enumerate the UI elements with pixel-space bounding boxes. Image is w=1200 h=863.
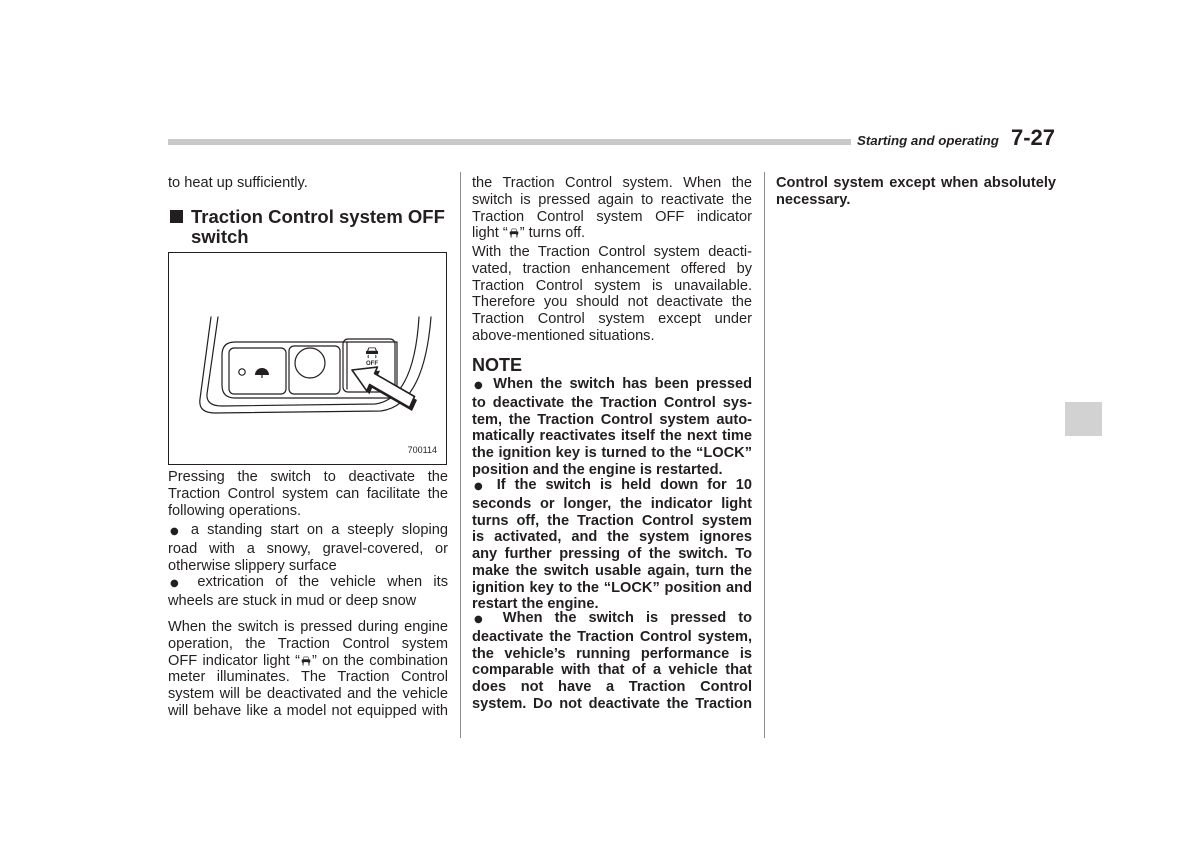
text-line: otherwise slippery surface (168, 557, 337, 574)
paragraph-continuation (168, 175, 448, 192)
text-line (168, 574, 448, 593)
paragraph (472, 244, 752, 345)
text-run: extrication of the vehicle when its (197, 574, 449, 590)
heading-line: Traction Control system OFF (191, 206, 445, 227)
text-line: Control system except when absolutely (776, 175, 1056, 191)
header-rule (168, 139, 851, 145)
text-line: restart the engine. (472, 596, 599, 613)
text-line: any further pressing of the switch. To (472, 546, 752, 562)
text-run: When the switch is pressed to (502, 610, 753, 626)
text-line: matically reactivates itself the next time (472, 428, 752, 445)
traction-control-off-indicator-icon (508, 226, 520, 238)
paragraph (168, 469, 448, 519)
square-bullet-icon (170, 210, 183, 223)
note-title: NOTE (472, 355, 523, 375)
text-line: road with a snowy, gravel-covered, or (168, 540, 448, 557)
text-line (472, 376, 752, 395)
column-divider-right (764, 172, 765, 738)
text-line: system will be deactivated and the vehicle (168, 686, 448, 702)
text-line: to deactivate the Traction Control sys- (472, 394, 752, 411)
figure-code: 700114 (407, 445, 437, 455)
column-divider-left (460, 172, 461, 738)
text-line: tem, the Traction Control system auto- (472, 411, 752, 428)
text-line: When the switch is pressed during engine (168, 619, 448, 635)
note-continuation (776, 175, 1056, 209)
indicator-dot (239, 369, 245, 375)
text-line: will behave like a model not equipped with (168, 702, 448, 719)
switch-panel-illustration (169, 253, 446, 464)
note-item (472, 477, 752, 613)
wiper-icon (255, 368, 269, 375)
page-number: 7-27 (1011, 125, 1056, 150)
paragraph-continuation (472, 175, 752, 242)
text-line: deactivate the Traction Control system, (472, 628, 752, 645)
text-run: OFF indicator light “ (168, 652, 300, 669)
text-line: Traction Control system is unavailable. (472, 277, 752, 294)
text-line: to heat up sufficiently. (168, 175, 308, 191)
note-item (472, 376, 752, 479)
text-run: ” turns off. (519, 225, 586, 242)
figure (168, 252, 447, 465)
text-line (168, 522, 448, 541)
text-run: If the switch is held down for 10 (496, 477, 752, 493)
text-run: When the switch has been pressed (493, 376, 753, 392)
text-line: seconds or longer, the indicator light (472, 495, 752, 512)
text-line (168, 653, 448, 670)
text-line: Pressing the switch to deactivate the (168, 469, 448, 485)
section-thumb-tab (1065, 402, 1102, 436)
text-line: make the switch usable again, turn the (472, 562, 752, 579)
text-line: wheels are stuck in mud or deep snow (168, 592, 417, 609)
text-line: vated, traction enhancement offered by (472, 260, 752, 277)
bullet-mark: ● (474, 614, 491, 625)
text-line: system. Do not deactivate the Traction (472, 695, 752, 712)
text-line: Traction Control system OFF indicator (472, 208, 752, 225)
bullet-mark: ● (170, 526, 183, 537)
blank-button-ring (295, 348, 325, 378)
text-line: above-mentioned situations. (472, 327, 655, 344)
text-line: the ignition key is turned to the “LOCK” (472, 445, 752, 461)
text-line: Traction Control system can facilitate the (168, 485, 448, 502)
section-heading (191, 207, 445, 247)
text-line: following operations. (168, 502, 302, 519)
text-line: necessary. (776, 191, 851, 208)
text-line: the Traction Control system. When the (472, 175, 752, 191)
note-item (472, 610, 752, 713)
text-run: a standing start on a steeply sloping (190, 522, 448, 538)
traction-control-off-indicator-icon (300, 654, 312, 666)
text-line: Traction Control system except under (472, 311, 752, 327)
heading-line: switch (191, 226, 249, 247)
bullet-item (168, 574, 448, 610)
text-line (472, 477, 752, 496)
bullet-mark: ● (474, 380, 486, 391)
text-line: With the Traction Control system deacti- (472, 244, 752, 260)
switch-off-label: OFF (366, 361, 378, 367)
bullet-item (168, 522, 448, 574)
text-line: position and the engine is restarted. (472, 461, 723, 478)
paragraph (168, 619, 448, 720)
text-line: operation, the Traction Control system (168, 635, 448, 652)
text-line (472, 225, 752, 242)
bullet-mark: ● (474, 481, 488, 492)
text-run: light “ (472, 225, 508, 242)
text-line: ignition key to the “LOCK” position and (472, 579, 752, 596)
text-line: does not have a Traction Control (472, 679, 752, 695)
text-line: comparable with that of a vehicle that (472, 662, 752, 679)
text-line: the vehicle’s running performance is (472, 645, 752, 662)
text-line (472, 610, 752, 629)
section-title: Starting and operating (857, 133, 999, 148)
text-line: Therefore you should not deactivate the (472, 294, 752, 311)
text-line: meter illuminates. The Traction Control (168, 669, 448, 686)
text-line: turns off, the Traction Control system (472, 512, 752, 529)
text-line: switch is pressed again to reactivate the (472, 191, 752, 208)
bullet-mark: ● (170, 578, 187, 589)
text-run: ” on the combination (311, 652, 448, 669)
traction-control-icon (366, 348, 378, 359)
text-line: is activated, and the system ignores (472, 529, 752, 546)
